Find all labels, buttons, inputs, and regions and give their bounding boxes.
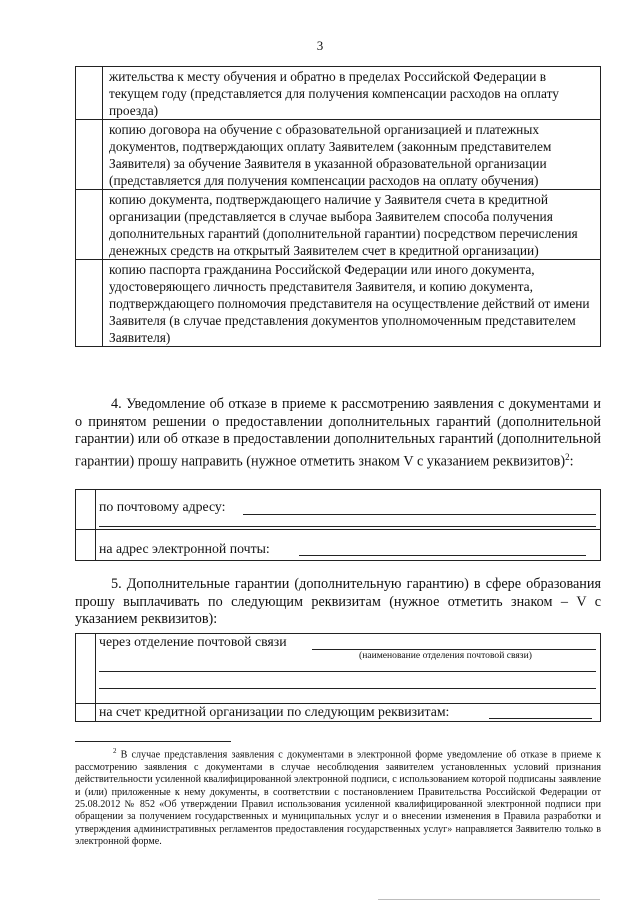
table-row xyxy=(76,67,601,120)
document-item: копию паспорта гражданина Российской Федерации или иного документа, удостоверяющего личность представителя Заявителя, и копию документа, подтверждающего полномочия представителя на осуществление действий от имени Заявителя (в случае представления документов уполномоченным представителем Заявителя) xyxy=(103,260,601,347)
postal-address-label: по почтовому адресу: xyxy=(99,499,226,514)
table-row xyxy=(76,260,601,347)
section-5-paragraph: 5. Дополнительные гарантии (дополнительную гарантию) в сфере образования прошу выплачивать по следующим реквизитам (нужное отметить знаком – V с указанием реквизитов): xyxy=(75,576,601,627)
document-item: копию документа, подтверждающего наличие у Заявителя счета в кредитной организации (представляется в случае выбора Заявителем способа получения дополнительных гарантий (дополнительной гарантии) посредством перечисления денежных средств на открытый Заявителем счет в кредитной организации) xyxy=(103,190,601,260)
post-office-field-line-2[interactable] xyxy=(99,671,596,672)
email-label: на адрес электронной почты: xyxy=(99,541,270,556)
footnote-ref: 2 xyxy=(565,451,570,462)
postal-address-field-line-2[interactable] xyxy=(99,526,596,527)
email-field[interactable] xyxy=(299,555,586,556)
section-4-text: 4. Уведомление об отказе в приеме к рассмотрению заявления с документами и о принятом решении о предоставлении дополнительных гарантий (дополнительной гарантии) или об отказе в предоставлении дополнительных гарантий (дополнительной гарантии) прошу направить (нужное отметить знаком V с указанием реквизитов) xyxy=(75,396,601,470)
document-item: жительства к месту обучения и обратно в пределах Российской Федерации в текущем году (представляется для получения компенсации расходов на оплату проезда) xyxy=(103,67,601,120)
table-row xyxy=(76,190,601,260)
checkbox-cell[interactable] xyxy=(76,490,96,560)
footnote-number: 2 xyxy=(113,747,117,755)
checkbox-cell[interactable] xyxy=(76,634,96,721)
bank-account-field[interactable] xyxy=(489,718,592,719)
notification-method-form xyxy=(75,489,601,561)
page-number: 3 xyxy=(316,38,324,53)
footnote-text: В случае представления заявления с документами в электронной форме уведомление об отказе в приеме к рассмотрению заявления с документами в случае несоблюдения заявителем установленных условий признания действительности усиленной квалифицированной электронной подписи, с использованием которой подписаны заявление и (или) приложенные к нему документы, в соответствии с постановлением Правительства Российской Федерации от 25.08.2012 № 852 «Об утверждении Правил использования усиленной квалифицированной электронной подписи при обращении за получением государственных и муниципальных услуг и о внесении изменения в Правила разработки и утверждения административных регламентов предоставления государственных услуг» направляется Заявителю только в электронной форме. xyxy=(75,749,601,848)
section-4-paragraph xyxy=(75,396,601,471)
document-item: копию договора на обучение с образовательной организацией и платежных документов, подтверждающих оплату Заявителем (законным представителем Заявителя) за обучение Заявителя в указанной образовательной организации (представляется для получения компенсации расходов на оплату обучения) xyxy=(103,120,601,190)
postal-address-field[interactable] xyxy=(243,514,596,515)
footnote-divider xyxy=(75,741,231,742)
post-office-hint: (наименование отделения почтовой связи) xyxy=(359,650,532,661)
documents-table xyxy=(75,66,601,347)
payment-method-form xyxy=(75,633,601,722)
post-office-field-line-3[interactable] xyxy=(99,688,596,689)
checkbox-cell[interactable] xyxy=(76,260,103,347)
row-divider xyxy=(76,529,600,530)
checkbox-cell[interactable] xyxy=(76,120,103,190)
checkbox-cell[interactable] xyxy=(76,190,103,260)
bank-account-label: на счет кредитной организации по следующим реквизитам: xyxy=(99,704,450,719)
table-row xyxy=(76,120,601,190)
footnote xyxy=(75,745,601,849)
post-office-label: через отделение почтовой связи xyxy=(99,634,287,649)
checkbox-cell[interactable] xyxy=(76,67,103,120)
scan-artifact-line xyxy=(378,899,600,900)
section-4-colon: : xyxy=(569,453,574,470)
